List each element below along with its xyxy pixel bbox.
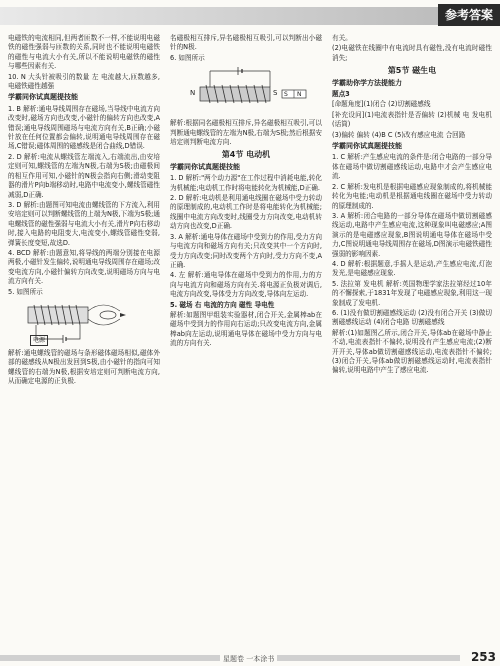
paragraph: 3. A 解析:闭合电路的一部分导体在磁场中做切割磁感线运动,电路中产生感应电流,这种现象叫电磁感应;A图演示的是电磁感应现象,B图说明通电导体在磁场中受力,C图说明通电导线周围存在磁场,D图演示电磁铁磁性强弱的影响因素. bbox=[332, 211, 492, 258]
column-middle bbox=[170, 34, 322, 350]
paragraph: 有关。 bbox=[332, 34, 352, 42]
section-heading: 学霸同你试真题提技能 bbox=[332, 142, 402, 151]
paragraph: [补充设问](1)电流表指针是否偏转 (2)机械 电 发电机(话筒) bbox=[332, 110, 492, 129]
paragraph: 3. D 解析:由题图可知电流由螺线管的下方流入,利用安培定则可以判断螺线管的上端为N极,下端为S极;通电螺线管的磁性强弱与电流大小有关,滑片P向右移动时,接入电路的电阻变大,电流变小,螺线管磁性变弱,弹簧长度变短,故选D. bbox=[8, 200, 160, 247]
paragraph: 电磁铁的电流相同,但两者匝数不一样,不能说明电磁铁的磁性强弱与匝数的关系,同时也不能说明电磁铁的磁性与电流大小有关,所以不能说明电磁铁的磁性与哪些因素有关. bbox=[8, 34, 160, 71]
page-header bbox=[0, 0, 500, 32]
paragraph: 1. C 解析:产生感应电流的条件是:闭合电路的一部分导体在磁场中做切割磁感线运动,电路中才会产生感应电流. bbox=[332, 153, 492, 181]
paragraph: (2)电磁铁在线圈中有电流时具有磁性,没有电流时磁性消失; bbox=[332, 44, 492, 62]
paragraph: 解析:如题图甲组装实验器材,闭合开关,金属棒ab在磁场中受到力的作用向右运动;只改变电流方向,金属棒ab向左运动,说明通电导体在磁场中受力方向与电流的方向有关. bbox=[170, 310, 322, 348]
pole-label: S bbox=[273, 89, 278, 98]
page-footer bbox=[0, 648, 500, 666]
paragraph: 2. D 解析:电流从螺线管左端流入,右端流出,由安培定则可知,螺线管的左端为N极,右端为S极;由磁极间的相互作用可知,小磁针的N极会指向右侧;滑动变阻器的滑片P向b端移动时,电路中电流变小,螺线管磁性减弱,D正确. bbox=[8, 152, 160, 199]
solenoid-figure-2 bbox=[170, 65, 322, 117]
paragraph: 5. 磁场 右 电流的方向 磁性 导电性 bbox=[170, 300, 275, 309]
paragraph: (3)偏转 偏转 (4)B C (5)改有感应电流 合回路 bbox=[332, 130, 466, 139]
paragraph: 6. 如图所示 bbox=[170, 53, 205, 62]
paragraph: 题点3 bbox=[332, 90, 350, 99]
section-title: 第4节 电动机 bbox=[221, 150, 271, 160]
section-title: 第5节 磁生电 bbox=[387, 66, 437, 76]
paragraph: 4. D 解析:根据题意,手摇人是运动,产生感应电流,灯泡发光,是电磁感应现象. bbox=[332, 259, 492, 278]
paragraph: 1. D 解析:"两个动力源"在工作过程中消耗电能,转化为机械能;电动机工作时将电能转化为机械能,D正确. bbox=[170, 174, 322, 192]
pole-label: N bbox=[190, 89, 196, 98]
section-heading: 学霸同你试真题提技能 bbox=[8, 93, 78, 102]
figure-label: 电源 bbox=[30, 335, 48, 346]
paragraph: 2. C 解析:发电机是根据电磁感应现象制成的,将机械能转化为电能;电动机是根据通电线圈在磁场中受力转动的原理制成的. bbox=[332, 182, 492, 210]
paragraph: 4. 左 解析:通电导体在磁场中受到力的作用,力的方向与电流方向和磁场方向有关.将电源正负极对调后,电流方向改变,导体受力方向改变,导体向左运动. bbox=[170, 271, 322, 299]
paragraph: 5. 法拉第 发电机 解析:英国物理学家法拉第经过10年的不懈探索,于1831年发现了电磁感应现象,利用这一现象制成了发电机. bbox=[332, 279, 492, 307]
header-bar bbox=[0, 7, 440, 25]
paragraph: 名磁极相互排斥,异名磁极相互吸引,可以判断出小磁针的N极. bbox=[170, 34, 322, 52]
paragraph: 解析:通电螺线管的磁场与条形磁体磁场相似,磁体外部的磁感线从N极出发回到S极,由小磁针的指向可知螺线管的右端为N极,根据安培定则可判断电流方向,从而确定电源的正负极. bbox=[8, 348, 160, 386]
paragraph: 5. 如图所示 bbox=[8, 287, 43, 296]
column-right bbox=[332, 34, 492, 377]
paragraph: [命题角度](1)闭合 (2)切割磁感线 bbox=[332, 100, 431, 109]
paragraph: 解析:(1)如题图乙所示,闭合开关,导体ab在磁场中静止不动,电流表指针不偏转,说明没有产生感应电流;(2)断开开关,导体ab做切割磁感线运动,电流表指针不偏转;(3)闭合开关,导体ab做切割磁感线运动时,电流表指针偏转,说明电路中产生了感应电流. bbox=[332, 328, 492, 375]
pole-label: S bbox=[284, 91, 288, 99]
pole-label: N bbox=[297, 91, 302, 99]
paragraph: 3. A 解析:通电导体在磁场中受到力的作用,受力方向与电流方向和磁场方向有关;只改变其中一个方向时,受力方向改变;同时改变两个方向时,受力方向不变,A正确. bbox=[170, 232, 322, 269]
section-heading: 学霸同你试真题提技能 bbox=[170, 162, 240, 171]
section-heading: 学霸助你学方法提能力 bbox=[332, 78, 402, 87]
paragraph: 1. B 解析:通电导线周围存在磁场,当导线中电流方向改变时,磁场方向也改变,小磁针的偏转方向也改变,A错误;通电导线周围磁场与电流方向有关,B正确;小磁针放在任何位置都会偏转,说明通电导线周围存在磁场,C错误;磁体周围的磁感线是闭合曲线,D错误. bbox=[8, 104, 160, 151]
footer-brand: 星题卷 一本涂书 bbox=[220, 654, 277, 664]
paragraph: 4. BCD 解析:由题意知,将导线的两端分别接在电源两极,小磁针发生偏转,说明通电导线周围存在磁场;改变电流方向,小磁针偏转方向改变,说明磁场方向与电流方向有关. bbox=[8, 248, 160, 286]
column-left bbox=[8, 34, 160, 388]
solenoid-figure-1 bbox=[8, 299, 160, 347]
paragraph: 解析:根据同名磁极相互排斥,异名磁极相互吸引,可以判断通电螺线管的左端为N极,右端为S极;然后根据安培定则判断电流方向. bbox=[170, 119, 322, 147]
paragraph: 6. (1)没有做切割磁感线运动 (2)没有闭合开关 (3)做切割磁感线运动 (4)闭合电路 切割磁感线 bbox=[332, 308, 492, 327]
page-number: 253 bbox=[470, 650, 496, 664]
answer-key-tab: 参考答案 bbox=[438, 4, 500, 26]
paragraph: 2. D 解析:电动机是利用通电线圈在磁场中受力转动的原理制成的,电动机工作时是将电能转化为机械能;线圈中电流方向改变时,线圈受力方向改变,电动机转动方向也改变,D正确. bbox=[170, 194, 322, 231]
paragraph: 10. N 大头针被吸引的数量 左 电流越大,匝数越多,电磁铁磁性越强 bbox=[8, 72, 160, 91]
